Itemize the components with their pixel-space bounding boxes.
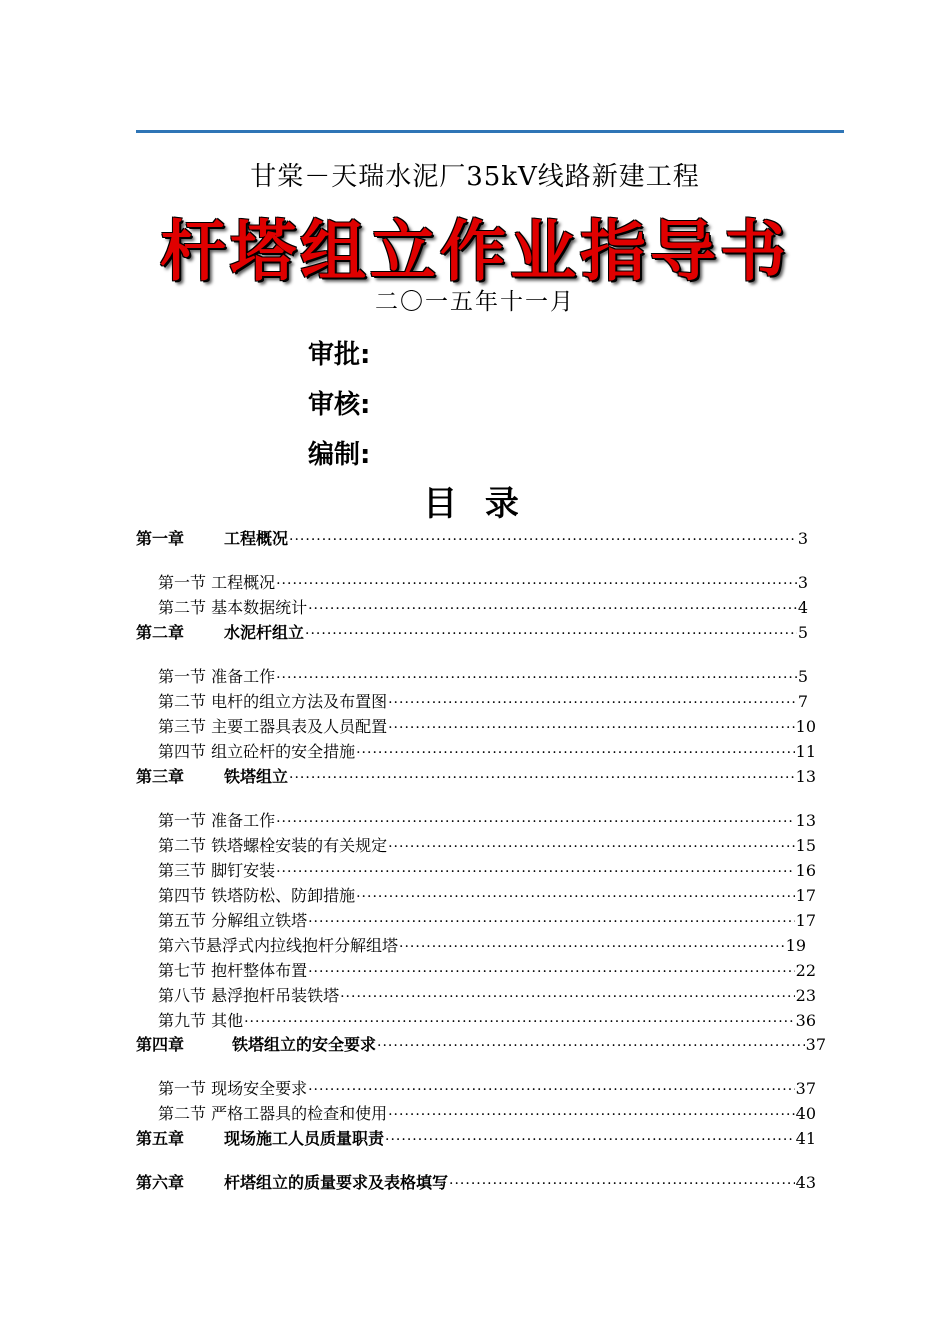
review-label: 审核: <box>308 390 371 420</box>
leader-dots <box>308 1082 795 1098</box>
chapter-title: 水泥杆组立 <box>224 623 305 642</box>
page-number: 40 <box>795 1104 816 1123</box>
leader-dots <box>340 989 795 1005</box>
section-title: 第九节 其他 <box>158 1011 244 1030</box>
chapter-title: 铁塔组立的安全要求 <box>232 1035 377 1054</box>
leader-dots <box>356 745 795 761</box>
page-number: 37 <box>805 1035 826 1054</box>
section-title: 第一节 现场安全要求 <box>158 1079 308 1098</box>
toc-section[interactable] <box>158 933 806 956</box>
page-number: 13 <box>795 811 816 830</box>
toc-chapter-3[interactable] <box>136 764 816 787</box>
toc-chapter-2[interactable] <box>136 620 808 643</box>
leader-dots <box>276 814 795 830</box>
leader-dots <box>289 532 797 548</box>
leader-dots <box>276 576 797 592</box>
page-number: 19 <box>785 936 806 955</box>
chapter-number: 第一章 <box>136 529 185 548</box>
page-number: 10 <box>795 717 816 736</box>
leader-dots <box>244 1014 795 1030</box>
toc-section[interactable] <box>158 908 816 931</box>
document-date: 二〇一五年十一月 <box>375 289 575 315</box>
chapter-number: 第五章 <box>136 1129 185 1148</box>
chapter-number: 第四章 <box>136 1035 185 1054</box>
page-number: 3 <box>797 573 808 592</box>
toc-section[interactable] <box>158 858 816 881</box>
leader-dots <box>399 939 785 955</box>
leader-dots <box>305 626 797 642</box>
toc-chapter-6[interactable] <box>136 1170 816 1193</box>
leader-dots <box>449 1176 795 1192</box>
chapter-number: 第二章 <box>136 623 185 642</box>
toc-chapter-4[interactable] <box>136 1032 826 1055</box>
document-title: 杆塔组立作业指导书 <box>160 213 790 290</box>
leader-dots <box>308 914 795 930</box>
page-number: 17 <box>795 886 816 905</box>
leader-dots <box>289 770 795 786</box>
page-number: 43 <box>795 1173 816 1192</box>
section-title: 第五节 分解组立铁塔 <box>158 911 308 930</box>
section-title: 第一节 准备工作 <box>158 811 276 830</box>
section-title: 第二节 铁塔螺栓安装的有关规定 <box>158 836 388 855</box>
section-title: 第二节 严格工器具的检查和使用 <box>158 1104 388 1123</box>
toc-section[interactable] <box>158 883 816 906</box>
page-number: 3 <box>797 529 808 548</box>
section-title: 第四节 组立砼杆的安全措施 <box>158 742 356 761</box>
page-number: 41 <box>795 1129 816 1148</box>
toc-chapter-5[interactable] <box>136 1126 816 1149</box>
chapter-title: 工程概况 <box>224 529 289 548</box>
page-number: 16 <box>795 861 816 880</box>
toc-section[interactable] <box>158 1101 816 1124</box>
toc-section[interactable] <box>158 689 808 712</box>
section-title: 第三节 脚钉安装 <box>158 861 276 880</box>
leader-dots <box>276 670 797 686</box>
page-number: 5 <box>797 667 808 686</box>
toc-section[interactable] <box>158 983 816 1006</box>
leader-dots <box>388 695 797 711</box>
leader-dots <box>276 864 795 880</box>
page-number: 15 <box>795 836 816 855</box>
toc-section[interactable] <box>158 833 816 856</box>
page-number: 23 <box>795 986 816 1005</box>
chapter-title: 现场施工人员质量职责 <box>224 1129 385 1148</box>
toc-section[interactable] <box>158 664 808 687</box>
leader-dots <box>308 601 797 617</box>
leader-dots <box>388 839 795 855</box>
section-title: 第六节悬浮式内拉线抱杆分解组塔 <box>158 936 399 955</box>
section-title: 第四节 铁塔防松、防卸措施 <box>158 886 356 905</box>
header-rule <box>136 130 844 133</box>
chapter-title: 杆塔组立的质量要求及表格填写 <box>224 1173 449 1192</box>
toc-section[interactable] <box>158 714 816 737</box>
section-title: 第二节 电杆的组立方法及布置图 <box>158 692 388 711</box>
toc-section[interactable] <box>158 595 808 618</box>
page-number: 11 <box>795 742 816 761</box>
chapter-title: 铁塔组立 <box>224 767 289 786</box>
leader-dots <box>388 720 795 736</box>
section-title: 第七节 抱杆整体布置 <box>158 961 308 980</box>
toc-section[interactable] <box>158 958 816 981</box>
leader-dots <box>308 964 795 980</box>
section-title: 第二节 基本数据统计 <box>158 598 308 617</box>
toc-title: 目 录 <box>423 484 527 524</box>
project-title: 甘棠－天瑞水泥厂35kV线路新建工程 <box>250 162 700 192</box>
toc-section[interactable] <box>158 1076 816 1099</box>
page-number: 17 <box>795 911 816 930</box>
approve-label: 审批: <box>308 340 371 370</box>
leader-dots <box>377 1038 805 1054</box>
page-number: 5 <box>797 623 808 642</box>
page-number: 36 <box>795 1011 816 1030</box>
page-number: 7 <box>797 692 808 711</box>
page-number: 4 <box>797 598 808 617</box>
section-title: 第一节 准备工作 <box>158 667 276 686</box>
section-title: 第八节 悬浮抱杆吊装铁塔 <box>158 986 340 1005</box>
chapter-number: 第六章 <box>136 1173 185 1192</box>
prepare-label: 编制: <box>308 440 371 470</box>
chapter-number: 第三章 <box>136 767 185 786</box>
toc-chapter-1[interactable] <box>136 526 808 549</box>
leader-dots <box>356 889 795 905</box>
section-title: 第三节 主要工器具表及人员配置 <box>158 717 388 736</box>
page-number: 37 <box>795 1079 816 1098</box>
toc-section[interactable] <box>158 808 816 831</box>
toc-section[interactable] <box>158 1008 816 1031</box>
page-number: 22 <box>795 961 816 980</box>
leader-dots <box>388 1107 795 1123</box>
leader-dots <box>385 1132 795 1148</box>
toc-section[interactable] <box>158 570 808 593</box>
section-title: 第一节 工程概况 <box>158 573 276 592</box>
toc-section[interactable] <box>158 739 816 762</box>
page-number: 13 <box>795 767 816 786</box>
